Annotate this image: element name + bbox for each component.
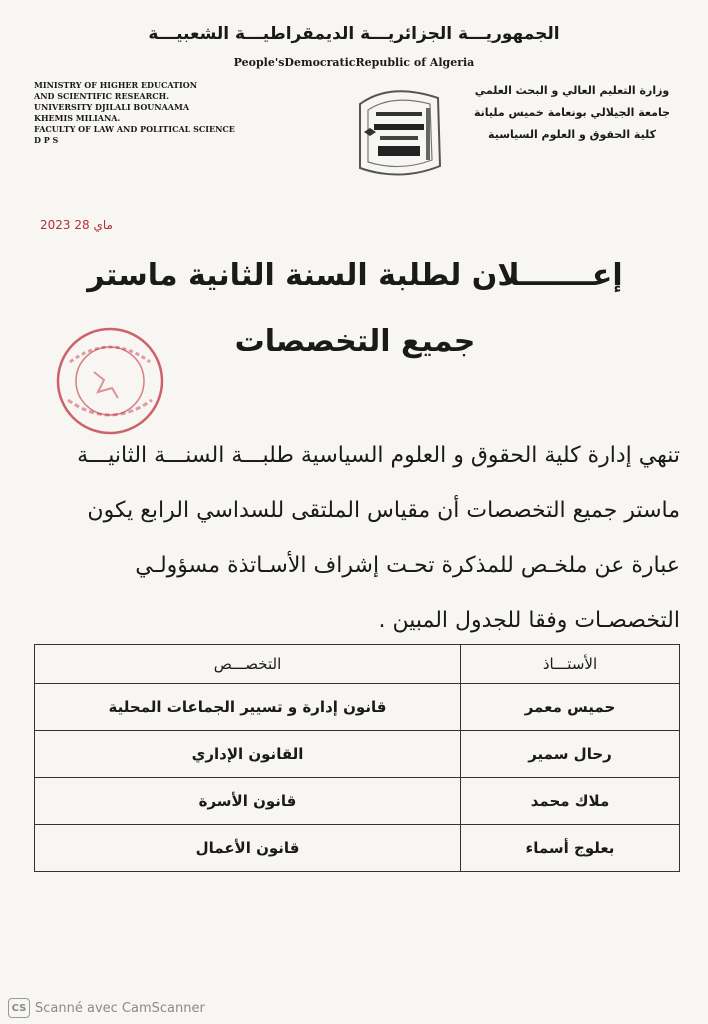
ministry-block-english [34,80,294,146]
ministry-en-line: KHEMIS MILIANA. [34,113,121,123]
ministry-block-arabic [462,80,682,146]
body-line: التخصصـات وفقا للجدول المبين . [378,608,680,633]
header-professor: الأستـــاذ [461,645,680,684]
ministry-en-line: MINISTRY OF HIGHER EDUCATION [34,80,198,90]
table-row [35,731,680,778]
table-row [35,825,680,872]
faculty-stamp [40,322,180,440]
ministry-en-line: AND SCIENTIFIC RESEARCH. [34,91,169,101]
republic-title-english: People'sDemocraticRepublic of Algeria [233,56,475,69]
ministry-ar-line: جامعة الجيلالي بونعامة خميس مليانة [473,106,671,119]
camscanner-icon: CS [8,998,30,1018]
specialty-cell: قانون الأسرة [35,778,461,825]
specialties-table [34,644,680,872]
scanner-text: Scanné avec CamScanner [35,1000,205,1016]
specialty-cell: قانون إدارة و تسيير الجماعات المحلية [35,684,461,731]
ministry-en-line: D P S [34,135,59,145]
professor-cell: حميس معمر [461,684,680,731]
announcement-subtitle: جميع التخصصات [234,324,476,359]
ministry-en-line: UNIVERSITY DJILALI BOUNAAMA [34,102,190,112]
header-specialty: التخصـــص [35,645,461,684]
republic-title-arabic: الجمهوريـــة الجزائريـــة الديمقراطيـــة الشعبيـــة [148,24,560,44]
table-row [35,684,680,731]
specialty-cell: القانون الإداري [35,731,461,778]
professor-cell: بعلوج أسماء [461,825,680,872]
body-line: ماستر جميع التخصصات أن مقياس الملتقى للسداسي الرابع يكون [87,498,680,523]
handwritten-date: 2023 ﻣﺎﻱ 28 [40,218,113,232]
ministry-en-line: FACULTY OF LAW AND POLITICAL SCIENCE [34,124,235,134]
body-line: عبارة عن ملخـص للمذكرة تحـت إشراف الأسـاتذة مسؤولـي [135,553,680,578]
body-line: تنهي إدارة كلية الحقوق و العلوم السياسية طلبـــة السنـــة الثانيـــة [77,443,680,468]
table-row [35,778,680,825]
university-logo [320,84,460,184]
professor-cell: رحال سمير [461,731,680,778]
professor-cell: ملاك محمد [461,778,680,825]
announcement-title: إعـــــــلان لطلبة السنة الثانية ماستر [87,258,623,293]
scanner-watermark [8,998,205,1018]
ministry-ar-line: كلية الحقوق و العلوم السياسية [488,128,656,141]
announcement-body [40,428,680,648]
ministry-ar-line: وزارة التعليم العالي و البحث العلمي [474,84,670,97]
specialty-cell: قانون الأعمال [35,825,461,872]
table-header-row [35,645,680,684]
